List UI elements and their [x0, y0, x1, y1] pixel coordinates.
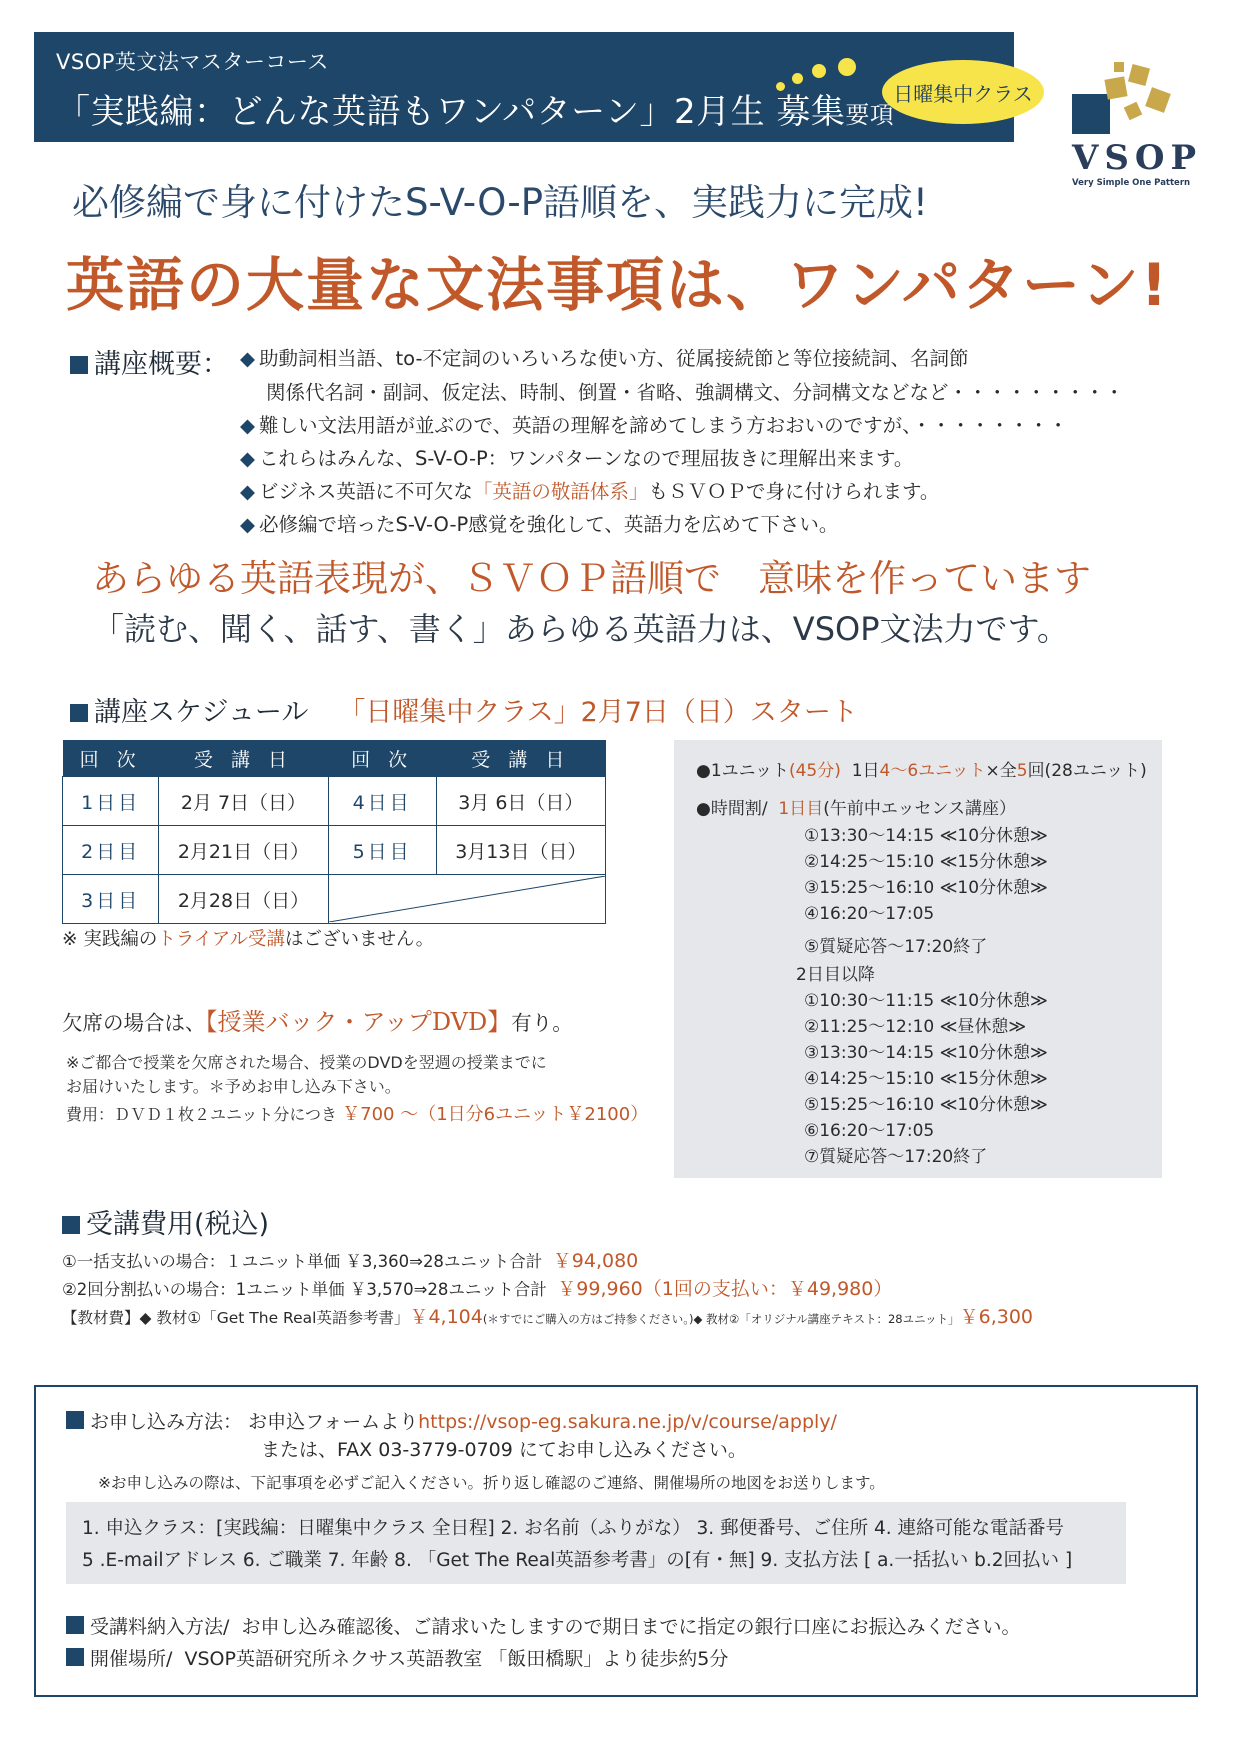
diagonal-line-icon [329, 876, 605, 922]
payment-method: 受講料納入方法/ お申し込み確認後、ご請求いたしますので期日までに指定の銀行口座にお振込みください。 [66, 1612, 1021, 1639]
overview-item: ◆ 難しい文法用語が並ぶので、英語の理解を諦めてしまう方おおいのですが、・・・・・・・・ [240, 414, 1068, 437]
dvd-fee: 費用：ＤＶＤ１枚２ユニット分につき ￥700 ～（1日分6ユニット￥2100） [66, 1104, 649, 1125]
class-badge: 日曜集中クラス [882, 60, 1044, 124]
empty-cell [328, 875, 605, 924]
table-cell: 2月 7日（日） [159, 777, 328, 826]
overview-item: ◆ 必修編で培ったS-V-O-P感覚を強化して、英語力を広めて下さい。 [240, 513, 839, 536]
venue: 開催場所/ VSOP英語研究所ネクサス英語教室 「飯田橋駅」より徒歩約5分 [66, 1644, 728, 1671]
overview-item: ◆ ビジネス英語に不可欠な「英語の敬語体系」もＳＶＯＰで身に付けられます。 [240, 480, 940, 503]
fee-line: ②2回分割払いの場合：1ユニット単価 ￥3,570⇒28ユニット合計 ￥99,960（1回の支払い：￥49,980） [62, 1278, 893, 1300]
col-header: 受 講 日 [159, 740, 328, 777]
logo-tagline: Very Simple One Pattern [1072, 178, 1191, 188]
overview-item: 関係代名詞・副詞、仮定法、時制、倒置・省略、強調構文、分詞構文などなど・・・・・・・・・ [266, 381, 1125, 404]
table-header-row [63, 740, 606, 777]
decorative-dot [776, 82, 785, 91]
apply-note: ※お申し込みの際は、下記事項を必ずご記入ください。折り返し確認のご連絡、開催場所の地図をお送りします。 [98, 1474, 885, 1492]
timetable-panel [674, 740, 1162, 1178]
table-cell: 4日目 [328, 777, 436, 826]
fee-line: ①一括支払いの場合：１ユニット単価 ￥3,360⇒28ユニット合計 ￥94,080 [62, 1250, 639, 1272]
time-slot: ⑤質疑応答～17:20終了 [804, 937, 988, 957]
decorative-dot [812, 64, 826, 78]
col-header: 回 次 [328, 740, 436, 777]
overview-item: ◆ これらはみんな、S-V-O-P：ワンパターンなので理屈抜きに理解出来ます。 [240, 447, 914, 470]
course-name: VSOP英文法マスターコース [56, 50, 329, 74]
table-cell: 2月21日（日） [159, 826, 328, 875]
logo-blocks-icon [1068, 60, 1188, 140]
fees-heading: 受講費用(税込) [62, 1202, 269, 1241]
main-heading: 英語の大量な文法事項は、ワンパターン! [66, 251, 1170, 319]
diamond-icon: ◆ [240, 347, 255, 370]
schedule-heading: 講座スケジュール 「日曜集中クラス」2月7日（日）スタート [70, 690, 858, 729]
table-row [63, 875, 606, 924]
tagline-primary: あらゆる英語表現が、ＳＶＯＰ語順で 意味を作っています [92, 557, 1091, 600]
diamond-icon: ◆ [240, 480, 255, 503]
unit-info: ●1ユニット(45分) 1日4～6ユニット×全5回(28ユニット) [696, 761, 1147, 781]
overview-item: ◆ 助動詞相当語、to-不定詞のいろいろな使い方、従属接続節と等位接続詞、名詞節 [240, 347, 969, 370]
time-slot: ④14:25～15:10 ≪15分休憩≫ [804, 1069, 1048, 1089]
vsop-logo [1068, 60, 1203, 190]
subheading: 必修編で身に付けたS-V-O-P語順を、実践力に完成! [72, 181, 928, 224]
diamond-icon: ◆ [240, 513, 255, 536]
time-slot: ⑦質疑応答～17:20終了 [804, 1147, 988, 1167]
diamond-icon: ◆ [240, 447, 255, 470]
course-title [56, 84, 894, 133]
time-slot: ①10:30～11:15 ≪10分休憩≫ [804, 991, 1048, 1011]
table-row [63, 826, 606, 875]
apply-url-link[interactable]: https://vsop-eg.sakura.ne.jp/v/course/apply/ [418, 1411, 837, 1433]
decorative-dot [838, 58, 856, 76]
diamond-icon: ◆ [240, 414, 255, 437]
logo-word: VSOP [1072, 138, 1203, 178]
time-slot: ②14:25～15:10 ≪15分休憩≫ [804, 852, 1048, 872]
table-cell: 3月13日（日） [436, 826, 605, 875]
time-slot: ③15:25～16:10 ≪10分休憩≫ [804, 878, 1048, 898]
required-fields [66, 1502, 1126, 1584]
apply-method: お申し込み方法： お申込フォームよりhttps://vsop-eg.sakura.ne.jp/v/course/apply/ [66, 1407, 837, 1434]
col-header: 受 講 日 [436, 740, 605, 777]
col-header: 回 次 [63, 740, 159, 777]
course-title-main: 「実践編：どんな英語もワンパターン」2月生 募集 [56, 92, 846, 132]
time-slot: ④16:20～17:05 [804, 904, 935, 924]
schedule-table [62, 740, 606, 924]
absence-note: お届けいたします。＊予めお申し込み下さい。 [66, 1077, 401, 1096]
fields-line: 1. 申込クラス：[実践編：日曜集中クラス 全日程] 2. お名前（ふりがな） 3. 郵便番号、ご住所 4. 連絡可能な電話番号 [82, 1518, 1064, 1539]
decorative-dot [792, 73, 803, 84]
fields-line: 5 .E-mailアドレス 6. ご職業 7. 年齢 8. 「Get The Real英語参考書」の[有・無] 9. 支払方法 [ a.一括払い b.2回払い ] [82, 1550, 1073, 1571]
time-slot: ①13:30～14:15 ≪10分休憩≫ [804, 826, 1048, 846]
application-box [34, 1385, 1198, 1697]
timetable-label: ●時間割/ 1日目(午前中エッセンス講座） [696, 799, 1016, 819]
schedule-start: 「日曜集中クラス」2月7日（日）スタート [338, 697, 858, 728]
time-slot: ②11:25～12:10 ≪昼休憩≫ [804, 1017, 1027, 1037]
square-bullet-icon [66, 1648, 84, 1666]
table-cell: 2月28日（日） [159, 875, 328, 924]
table-cell: 1日目 [63, 777, 159, 826]
apply-fax: または、FAX 03-3779-0709 にてお申し込みください。 [261, 1439, 747, 1461]
trial-note: ※ 実践編のトライアル受講はございません。 [62, 929, 435, 950]
materials-line: 【教材費】◆ 教材①「Get The Real英語参考書」￥4,104(＊すでにご購入の方はご持参ください。)◆ 教材②「オリジナル講座テキスト：28ユニット」￥6,300 [62, 1306, 1034, 1328]
overview-label: 講座概要： [70, 342, 229, 381]
table-cell: 3月 6日（日） [436, 777, 605, 826]
header-banner [34, 32, 1014, 142]
time-slot: ⑤15:25～16:10 ≪10分休憩≫ [804, 1095, 1048, 1115]
table-cell: 3日目 [63, 875, 159, 924]
square-bullet-icon [62, 1216, 80, 1234]
table-cell: 2日目 [63, 826, 159, 875]
square-bullet-icon [66, 1411, 84, 1429]
absence-heading: 欠席の場合は、【授業バック・アップDVD】有り。 [62, 1008, 573, 1036]
table-row [63, 777, 606, 826]
day2-label: 2日目以降 [796, 965, 875, 985]
square-bullet-icon [70, 704, 88, 722]
table-cell: 5日目 [328, 826, 436, 875]
time-slot: ③13:30～14:15 ≪10分休憩≫ [804, 1043, 1048, 1063]
course-title-small: 要項 [845, 101, 895, 129]
absence-note: ※ご都合で授業を欠席された場合、授業のDVDを翌週の授業までに [66, 1053, 547, 1072]
tagline-secondary: 「読む、聞く、話す、書く」あらゆる英語力は、VSOP文法力です。 [92, 610, 1069, 648]
square-bullet-icon [66, 1616, 84, 1634]
square-bullet-icon [70, 356, 88, 374]
time-slot: ⑥16:20～17:05 [804, 1121, 935, 1141]
